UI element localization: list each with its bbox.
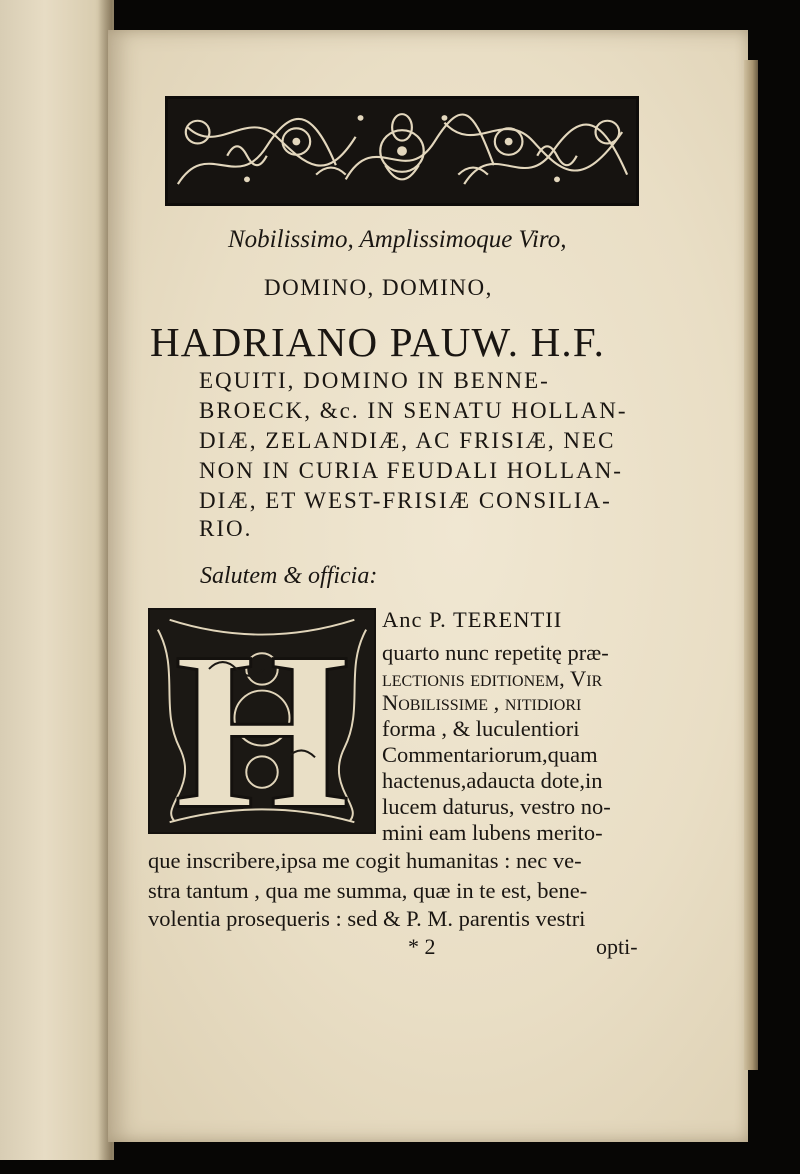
letter-line: volentia prosequeris : sed & P. M. parentis vestri	[148, 906, 586, 931]
signature-mark: * 2	[408, 934, 436, 959]
initial-letter: H	[174, 610, 350, 832]
title-line: DIÆ, ZELANDIÆ, AC FRISIÆ, NEC	[199, 428, 616, 453]
dedicatee-name: HADRIANO PAUW. H.F.	[150, 319, 606, 365]
page-edge	[744, 60, 758, 1070]
dedication-domino: DOMINO, DOMINO,	[264, 275, 493, 300]
title-line: EQUITI, DOMINO IN BENNE-	[199, 368, 550, 393]
title-line: BROECK, &c. IN SENATU HOLLAN-	[199, 398, 628, 423]
letter-line: lucem daturus, vestro no-	[382, 794, 611, 819]
decorated-initial	[148, 608, 376, 834]
letter-line: mini eam lubens merito-	[382, 820, 603, 845]
title-line: DIÆ, ET WEST-FRISIÆ CONSILIA-	[199, 488, 612, 513]
letter-line: stra tantum , qua me summa, quæ in te est, bene-	[148, 878, 588, 903]
title-line: RIO.	[199, 516, 253, 541]
letter-line: Commentariorum,quam	[382, 742, 598, 767]
title-line: NON IN CURIA FEUDALI HOLLAN-	[199, 458, 623, 483]
facing-page	[0, 0, 114, 1160]
greeting: Salutem & officia:	[200, 563, 378, 589]
catchword: opti-	[596, 934, 638, 959]
letter-line: hactenus,adaucta dote,in	[382, 768, 603, 793]
letter-line: quarto nunc repetitę præ-	[382, 640, 609, 665]
dedication-salutation: Nobilissimo, Amplissimoque Viro,	[228, 226, 567, 253]
letter-line: forma , & luculentiori	[382, 716, 580, 741]
letter-line: que inscribere,ipsa me cogit humanitas : nec ve-	[148, 848, 582, 873]
letter-line: Nobilissime , nitidiori	[382, 690, 582, 715]
letter-line: Anc P. TERENTII	[382, 607, 563, 632]
letter-line: lectionis editionem, Vir	[382, 666, 603, 691]
ornamental-headpiece	[165, 96, 639, 206]
